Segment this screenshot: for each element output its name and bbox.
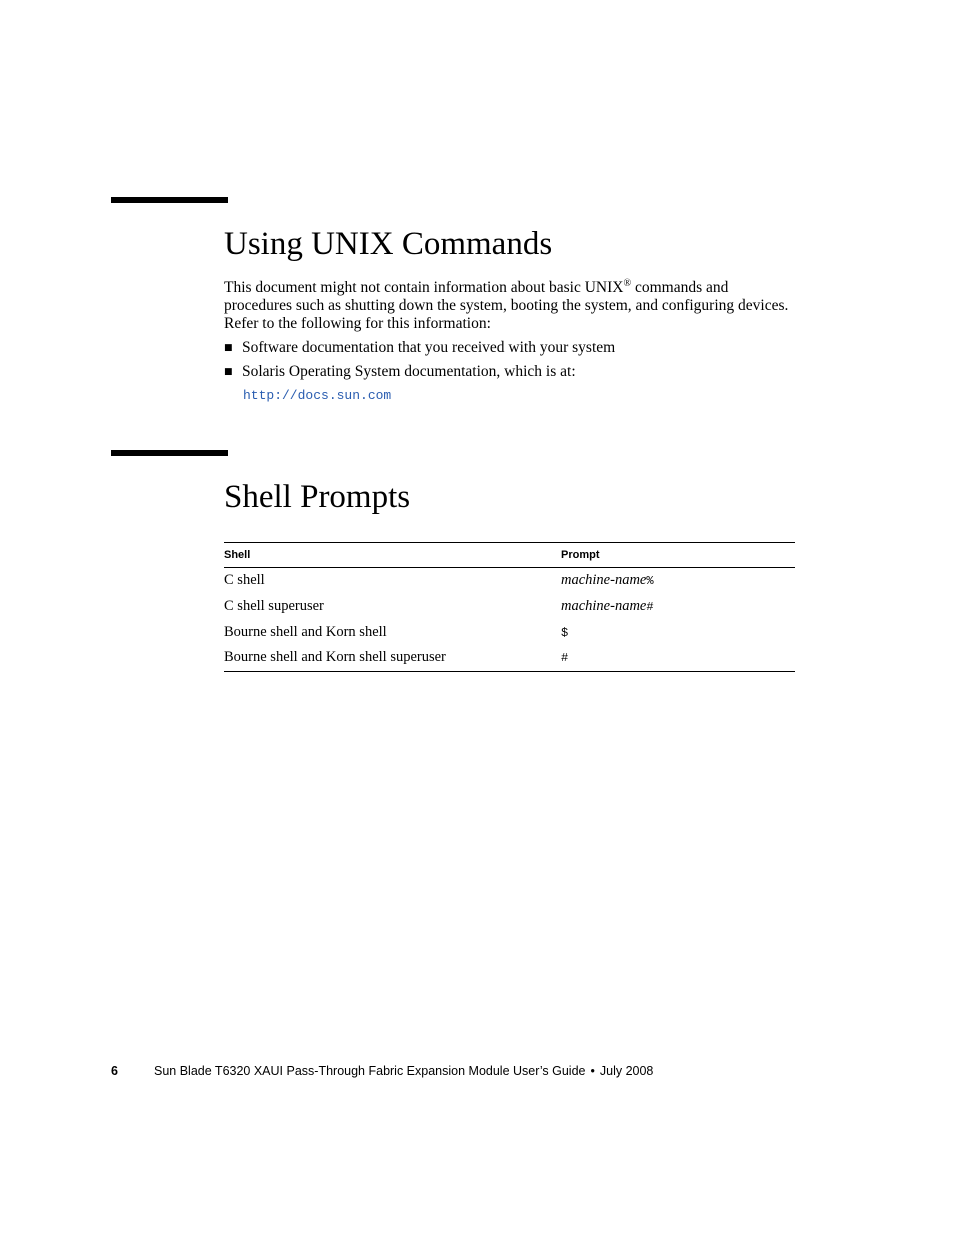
intro-paragraph bbox=[224, 279, 796, 333]
cell-shell: Bourne shell and Korn shell bbox=[224, 623, 387, 640]
prompt-symbol: # bbox=[646, 599, 654, 614]
table-row bbox=[224, 594, 795, 620]
prompt-symbol: % bbox=[646, 574, 654, 588]
page-footer bbox=[111, 1064, 653, 1079]
prompt-variable: machine-name bbox=[561, 597, 647, 614]
cell-shell: C shell superuser bbox=[224, 597, 324, 614]
intro-text-end: commands and procedures such as shutting down the system, booting the system, and configuring devices. Refer to the following for this information: bbox=[224, 279, 789, 332]
column-header-shell: Shell bbox=[224, 549, 251, 561]
section-rule-shell bbox=[111, 450, 228, 456]
cell-prompt bbox=[561, 649, 568, 667]
footer-document-title: Sun Blade T6320 XAUI Pass-Through Fabric Expansion Module User’s Guide bbox=[154, 1064, 586, 1078]
footer-separator: • bbox=[590, 1064, 595, 1078]
table-header-row bbox=[224, 543, 795, 568]
cell-shell: C shell bbox=[224, 572, 265, 588]
page-number: 6 bbox=[111, 1064, 118, 1078]
registered-mark: ® bbox=[623, 278, 632, 289]
list-item bbox=[224, 363, 796, 381]
table-row bbox=[224, 620, 795, 646]
cell-shell: Bourne shell and Korn shell superuser bbox=[224, 649, 446, 666]
cell-prompt bbox=[561, 624, 568, 642]
list-item-text: Solaris Operating System documentation, which is at: bbox=[242, 363, 576, 380]
section-rule-unix bbox=[111, 197, 228, 203]
footer-date: July 2008 bbox=[599, 1064, 654, 1078]
shell-prompts-table bbox=[224, 542, 795, 672]
square-bullet-icon: ■ bbox=[224, 343, 233, 353]
list-item bbox=[224, 339, 796, 357]
cell-prompt bbox=[561, 572, 654, 590]
section-title-unix-commands: Using UNIX Commands bbox=[224, 226, 553, 262]
cell-prompt bbox=[561, 598, 654, 616]
prompt-variable: machine-name bbox=[561, 572, 647, 588]
square-bullet-icon: ■ bbox=[224, 367, 233, 377]
section-title-shell-prompts: Shell Prompts bbox=[224, 479, 411, 515]
prompt-symbol: # bbox=[561, 651, 569, 666]
docs-link[interactable]: http://docs.sun.com bbox=[243, 388, 392, 403]
table-row bbox=[224, 568, 795, 594]
column-header-prompt: Prompt bbox=[561, 549, 600, 561]
table-row bbox=[224, 645, 795, 671]
prompt-symbol: $ bbox=[561, 625, 569, 640]
intro-text-start: This document might not contain information about basic UNIX bbox=[224, 279, 624, 296]
list-item-text: Software documentation that you received with your system bbox=[242, 339, 616, 356]
